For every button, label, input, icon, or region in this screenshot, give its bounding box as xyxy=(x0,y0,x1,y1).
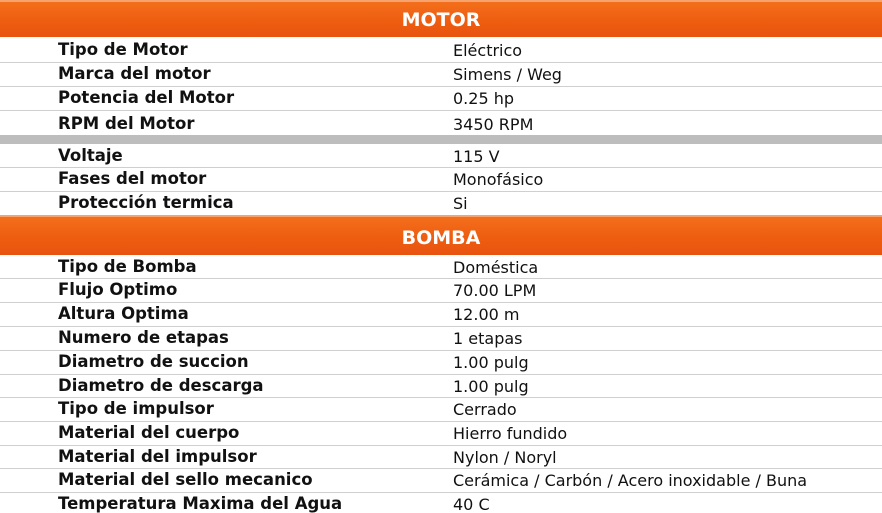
table-row xyxy=(0,192,882,216)
spec-value: 0.25 hp xyxy=(453,89,515,108)
table-row xyxy=(0,469,882,493)
spec-label: Material del cuerpo xyxy=(58,423,240,442)
spec-label: Material del sello mecanico xyxy=(58,470,313,489)
spec-label: Altura Optima xyxy=(58,304,189,323)
table-row xyxy=(0,111,882,135)
spec-label: Temperatura Maxima del Agua xyxy=(58,494,343,513)
spec-label: Diametro de descarga xyxy=(58,376,264,395)
table-row xyxy=(0,446,882,469)
table-row xyxy=(0,327,882,351)
spec-value: 3450 RPM xyxy=(453,115,534,134)
spec-label: Protección termica xyxy=(58,193,234,212)
table-row xyxy=(0,39,882,63)
spec-value: Hierro fundido xyxy=(453,424,568,443)
spec-value: Simens / Weg xyxy=(453,65,562,84)
table-row xyxy=(0,398,882,422)
spec-value: Nylon / Noryl xyxy=(453,448,557,467)
spec-label: Tipo de impulsor xyxy=(58,399,214,418)
spec-label: RPM del Motor xyxy=(58,114,195,133)
spec-label: Potencia del Motor xyxy=(58,88,235,107)
table-row xyxy=(0,256,882,279)
spec-value: Doméstica xyxy=(453,258,539,277)
row-divider xyxy=(0,135,882,144)
spec-label: Tipo de Bomba xyxy=(58,257,197,276)
spec-label: Material del impulsor xyxy=(58,447,257,466)
table-row xyxy=(0,168,882,192)
spec-label: Fases del motor xyxy=(58,169,207,188)
section-header-motor: MOTOR xyxy=(0,0,882,37)
table-row xyxy=(0,303,882,327)
spec-value: 115 V xyxy=(453,147,500,166)
table-row xyxy=(0,279,882,303)
spec-value: 12.00 m xyxy=(453,305,520,324)
spec-value: 1 etapas xyxy=(453,329,523,348)
table-row xyxy=(0,144,882,168)
spec-label: Marca del motor xyxy=(58,64,211,83)
spec-label: Diametro de succion xyxy=(58,352,249,371)
table-row xyxy=(0,351,882,375)
spec-label: Tipo de Motor xyxy=(58,40,188,59)
table-row xyxy=(0,493,882,513)
table-row xyxy=(0,422,882,446)
spec-label: Numero de etapas xyxy=(58,328,229,347)
table-row xyxy=(0,375,882,398)
spec-value: Eléctrico xyxy=(453,41,523,60)
spec-value: Si xyxy=(453,194,468,213)
spec-value: 1.00 pulg xyxy=(453,377,529,396)
spec-value: 1.00 pulg xyxy=(453,353,529,372)
spec-value: 40 C xyxy=(453,495,490,513)
table-row xyxy=(0,63,882,87)
spec-label: Voltaje xyxy=(58,146,123,165)
spec-value: Monofásico xyxy=(453,170,544,189)
table-row xyxy=(0,87,882,111)
spec-label: Flujo Optimo xyxy=(58,280,178,299)
spec-value: Cerámica / Carbón / Acero inoxidable / Buna xyxy=(453,471,808,490)
spec-value: Cerrado xyxy=(453,400,517,419)
spec-value: 70.00 LPM xyxy=(453,281,537,300)
section-header-bomba: BOMBA xyxy=(0,215,882,255)
